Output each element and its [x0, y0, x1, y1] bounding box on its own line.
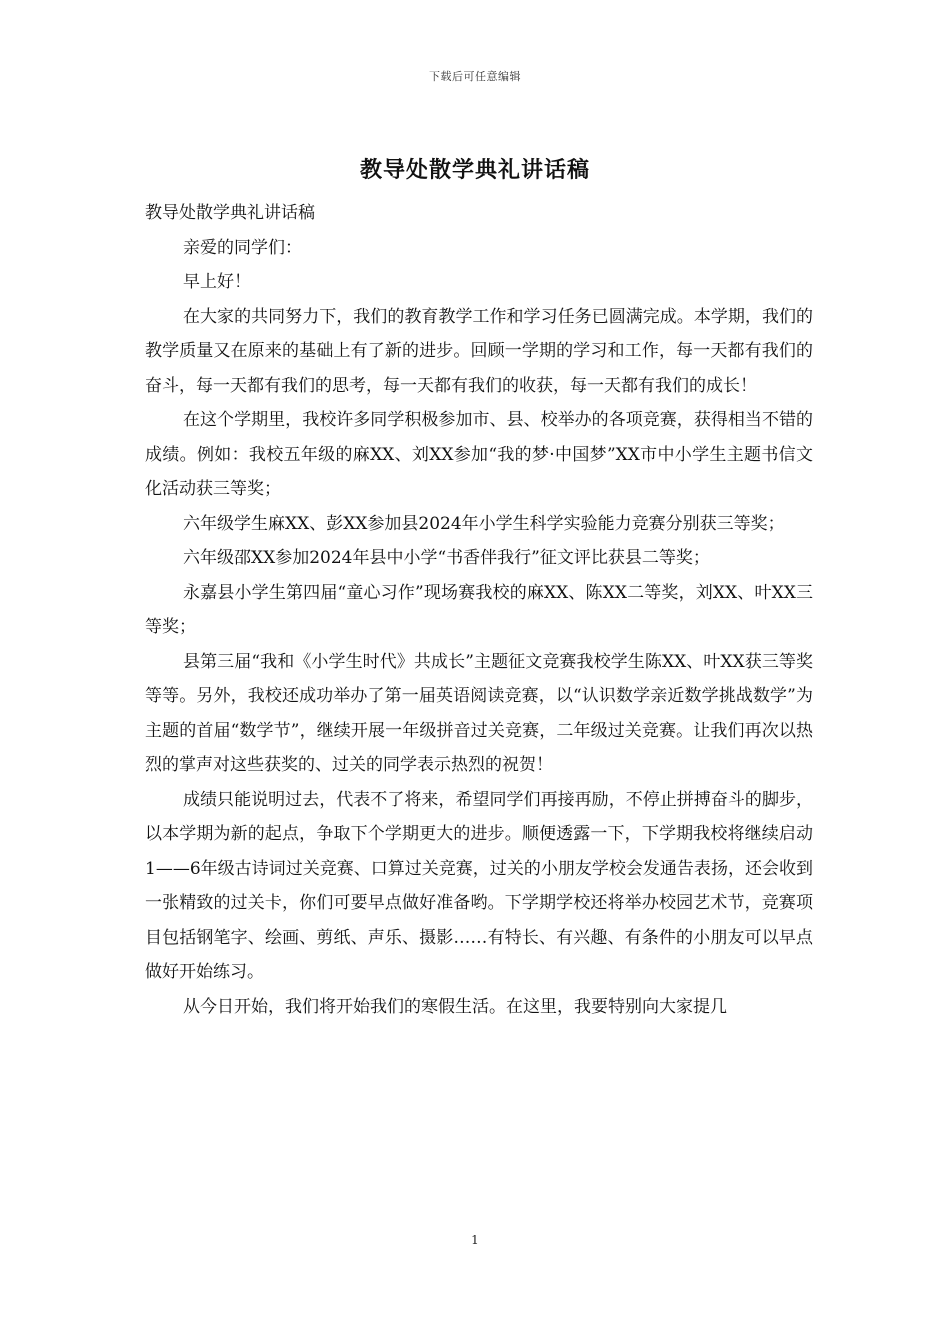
paragraph: 六年级邵XX参加2024年县中小学“书香伴我行”征文评比获县二等奖；: [183, 548, 710, 568]
document-title: 教导处散学典礼讲话稿: [359, 157, 590, 183]
salutation: 亲爱的同学们：: [183, 237, 302, 258]
paragraph: 在大家的共同努力下，我们的教育教学工作和学习任务已圆满完成。本学期，我们的教学质量又在原来的基础上有了新的进步。回顾一学期的学习和工作，每一天都有我们的奋斗，每一天都有我们的思考，每一天都有我们的收获，每一天都有我们的成长！: [145, 306, 813, 396]
paragraph: 六年级学生麻XX、彭XX参加县2024年小学生科学实验能力竞赛分别获三等奖；: [183, 513, 785, 534]
page-number: 1: [471, 1233, 479, 1247]
body-heading-line: 教导处散学典礼讲话稿: [145, 203, 315, 223]
paragraph: 永嘉县小学生第四届“童心习作”现场赛我校的麻XX、陈XX二等奖，刘XX、叶XX三等奖；: [145, 582, 813, 637]
paragraph: 县第三届“我和《小学生时代》共成长”主题征文竞赛我校学生陈XX、叶XX获三等奖等等。另外，我校还成功举办了第一届英语阅读竞赛，以“认识数学亲近数学挑战数学”为主题的首届“数学节”，继续开展一年级拼音过关竞赛，二年级过关竞赛。让我们再次以热烈的掌声对这些获奖的、过关的同学表示热烈的祝贺！: [145, 651, 813, 775]
paragraph: 从今日开始，我们将开始我们的寒假生活。在这里，我要特别向大家提几: [183, 996, 727, 1017]
paragraph: 成绩只能说明过去，代表不了将来，希望同学们再接再励，不停止拼搏奋斗的脚步，以本学期为新的起点，争取下个学期更大的进步。顺便透露一下，下学期我校将继续启动1——6年级古诗词过关竞赛、口算过关竞赛，过关的小朋友学校会发通告表扬，还会收到一张精致的过关卡，你们可要早点做好准备哟。下学期学校还将举办校园艺术节，竞赛项目包括钢笔字、绘画、剪纸、声乐、摄影……有特长、有兴趣、有条件的小朋友可以早点做好开始练习。: [145, 789, 813, 982]
greeting: 早上好！: [183, 272, 251, 292]
paragraph: 在这个学期里，我校许多同学积极参加市、县、校举办的各项竞赛，获得相当不错的成绩。例如：我校五年级的麻XX、刘XX参加“我的梦·中国梦”XX市中小学生主题书信文化活动获三等奖；: [145, 410, 813, 499]
header-note: 下载后可任意编辑: [429, 70, 521, 83]
document-body: [145, 196, 813, 1024]
